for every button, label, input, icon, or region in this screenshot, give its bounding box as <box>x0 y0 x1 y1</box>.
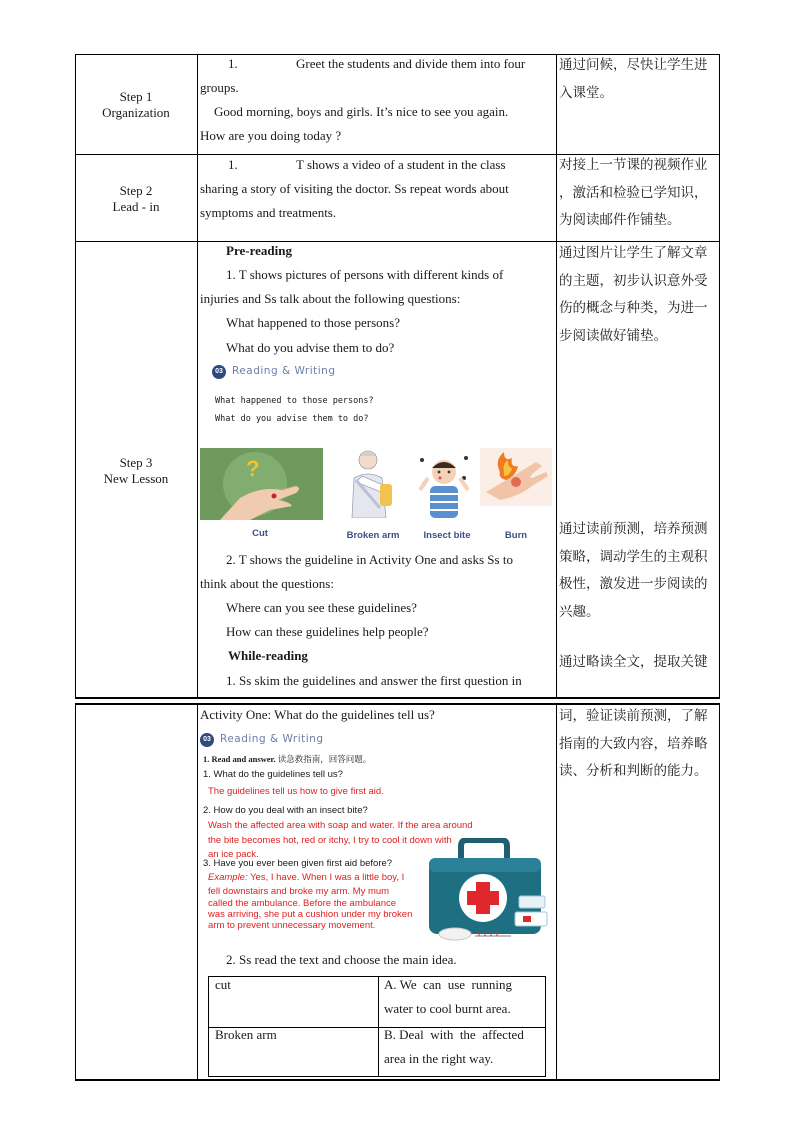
row3-note2-line: 策略，调动学生的主观积 <box>559 548 708 565</box>
broken-arm-image <box>342 448 400 518</box>
row1-line2: groups. <box>200 80 239 95</box>
pre-question4: How can these guidelines help people? <box>226 624 429 639</box>
activity-title: Activity One: What do the guidelines tell us? <box>200 707 435 722</box>
slide1-title: Reading & Writing <box>232 365 336 377</box>
row1-line4: How are you doing today ? <box>200 128 342 143</box>
step3-title: Step 3 <box>119 455 153 470</box>
row1-note-line: 入课堂。 <box>559 84 613 101</box>
slide1-badge: 03 <box>212 365 226 379</box>
row2-line1: T shows a video of a student in the class <box>296 157 506 172</box>
table2-left-border <box>75 703 76 1081</box>
insect-bite-image <box>416 450 472 518</box>
row1-note <box>559 52 719 107</box>
table2-col1-divider <box>197 703 198 1081</box>
row3-note1-line: 通过图片让学生了解文章 <box>559 245 708 261</box>
slide2-a3-line1 <box>208 872 404 883</box>
slide2-title: Reading & Writing <box>220 733 324 745</box>
table2-col2-divider <box>556 703 557 1081</box>
pre-question3: Where can you see these guidelines? <box>226 600 417 615</box>
table1-right-border <box>719 54 720 699</box>
label-burn: Burn <box>504 530 528 541</box>
row4-note-line: 词，验证读前预测，了解 <box>559 708 708 724</box>
pre-reading-heading: Pre-reading <box>226 243 292 258</box>
step3-sub: New Lesson <box>103 471 169 486</box>
table1-left-border <box>75 54 76 699</box>
pre-task1-line2: injuries and Ss talk about the following questions: <box>200 291 461 306</box>
table2-right-border <box>719 703 720 1081</box>
slide2-q1: 1. What do the guidelines tell us? <box>203 769 343 780</box>
row3-note1-line: 步阅读做好铺垫。 <box>559 327 667 344</box>
table1-col2-divider <box>556 54 557 699</box>
slide2-a3-line3: called the ambulance. Before the ambulance <box>208 898 397 909</box>
row4-note <box>559 703 719 786</box>
row3-note2 <box>559 516 719 626</box>
match-row1-right-line1: A. We can use running <box>384 977 512 992</box>
row1-note-line: 通过问候，尽快让学生进 <box>559 57 708 73</box>
slide2-q3: 3. Have you ever been given first aid before? <box>203 858 393 869</box>
slide2-a3-lead: Example: <box>208 872 248 883</box>
match-row2-right <box>384 1023 540 1071</box>
while-reading-heading: While-reading <box>228 648 308 663</box>
burn-image <box>480 448 552 506</box>
table2-bottom-border <box>75 1079 720 1081</box>
slide2-badge: 03 <box>200 733 214 747</box>
slide2-a1: The guidelines tell us how to give first aid. <box>208 786 384 797</box>
slide1-question1: What happened to those persons? <box>215 396 374 406</box>
row1-line3: Good morning, boys and girls. It’s nice to see you again. <box>214 104 509 119</box>
step1-title: Step 1 <box>119 89 153 104</box>
first-aid-kit-image <box>425 838 550 942</box>
label-cut: Cut <box>252 528 268 539</box>
row3-note2-line: 极性，激发进一步阅读的 <box>559 576 708 592</box>
row1-num: 1. <box>228 56 238 71</box>
label-broken-arm: Broken arm <box>346 530 400 541</box>
row3-note3-line: 通过略读全文，提取关键 <box>559 654 708 670</box>
slide2-a3-line2: fell downstairs and broke my arm. My mum <box>208 886 390 897</box>
table1-bottom-border <box>75 697 720 699</box>
step1-sub: Organization <box>102 105 170 120</box>
step2-title: Step 2 <box>119 183 153 198</box>
slide1-question2: What do you advise them to do? <box>215 414 369 424</box>
step3-label <box>77 455 195 487</box>
row3-note2-line: 通过读前预测，培养预测 <box>559 521 708 537</box>
slide2-instruction-en: 1. Read and answer. <box>203 754 276 764</box>
step2-sub: Lead - in <box>112 199 160 214</box>
label-insect-bite: Insect bite <box>423 530 471 541</box>
row2-line3: symptoms and treatments. <box>200 205 337 220</box>
slide2-q2: 2. How do you deal with an insect bite? <box>203 805 368 816</box>
match-row2-left: Broken arm <box>215 1027 277 1042</box>
match-row1-left: cut <box>215 977 231 992</box>
slide2-a3-line5: arm to prevent unnecessary movement. <box>208 920 376 931</box>
match-row1-right <box>384 973 540 1021</box>
slide2-instruction-cn: 读急救指南，回答问题。 <box>277 755 372 765</box>
while-task2: 2. Ss read the text and choose the main idea. <box>226 952 457 967</box>
row3-note1-line: 伤的概念与种类，为进一 <box>559 300 708 316</box>
cut-image <box>200 448 323 520</box>
match-row2-right-line1: B. Deal with the affected <box>384 1027 524 1042</box>
pre-task1-line1: 1. T shows pictures of persons with different kinds of <box>226 267 504 282</box>
slide2-a2-line3: an ice pack. <box>208 849 259 860</box>
row3-note1 <box>559 240 719 350</box>
row4-note-line: 指南的大致内容，培养略 <box>559 735 708 752</box>
slide2-a2-line1: Wash the affected area with soap and water. If the area around <box>208 820 473 831</box>
pre-task2-line1: 2. T shows the guideline in Activity One and asks Ss to <box>226 552 513 567</box>
slide2-a3-line4: was arriving, she put a cushion under my broken <box>208 909 413 920</box>
step2-label <box>77 183 195 215</box>
row2-note-line: ，激活和检验已学知识， <box>559 184 708 201</box>
match-row1-right-line2: water to cool burnt area. <box>384 1001 511 1016</box>
row2-num: 1. <box>228 157 238 172</box>
row4-note-line: 读、分析和判断的能力。 <box>559 763 708 779</box>
slide2-a2-line2: the bite becomes hot, red or itchy, I try to cool it down with <box>208 835 452 846</box>
row3-note1-line: 的主题，初步认识意外受 <box>559 272 708 289</box>
pre-task2-line2: think about the questions: <box>200 576 334 591</box>
row2-note <box>559 152 719 235</box>
row1-line1: Greet the students and divide them into four <box>296 56 526 71</box>
svg-text:?: ? <box>246 456 260 481</box>
pre-question2: What do you advise them to do? <box>226 340 395 355</box>
row3-note2-line: 兴趣。 <box>559 603 600 620</box>
row3-note3 <box>559 649 719 677</box>
slide2-a3-text: Yes, I have. When I was a little boy, I <box>247 872 405 883</box>
match-row2-right-line2: area in the right way. <box>384 1051 494 1066</box>
step1-label <box>77 89 195 121</box>
slide2-instruction <box>203 753 371 765</box>
row2-line2: sharing a story of visiting the doctor. Ss repeat words about <box>200 181 509 196</box>
while-task1: 1. Ss skim the guidelines and answer the first question in <box>226 673 522 688</box>
table1-col1-divider <box>197 54 198 699</box>
row2-note-line: 对接上一节课的视频作业 <box>559 157 708 173</box>
pre-question1: What happened to those persons? <box>226 315 401 330</box>
row2-note-line: 为阅读邮件作铺垫。 <box>559 212 681 228</box>
